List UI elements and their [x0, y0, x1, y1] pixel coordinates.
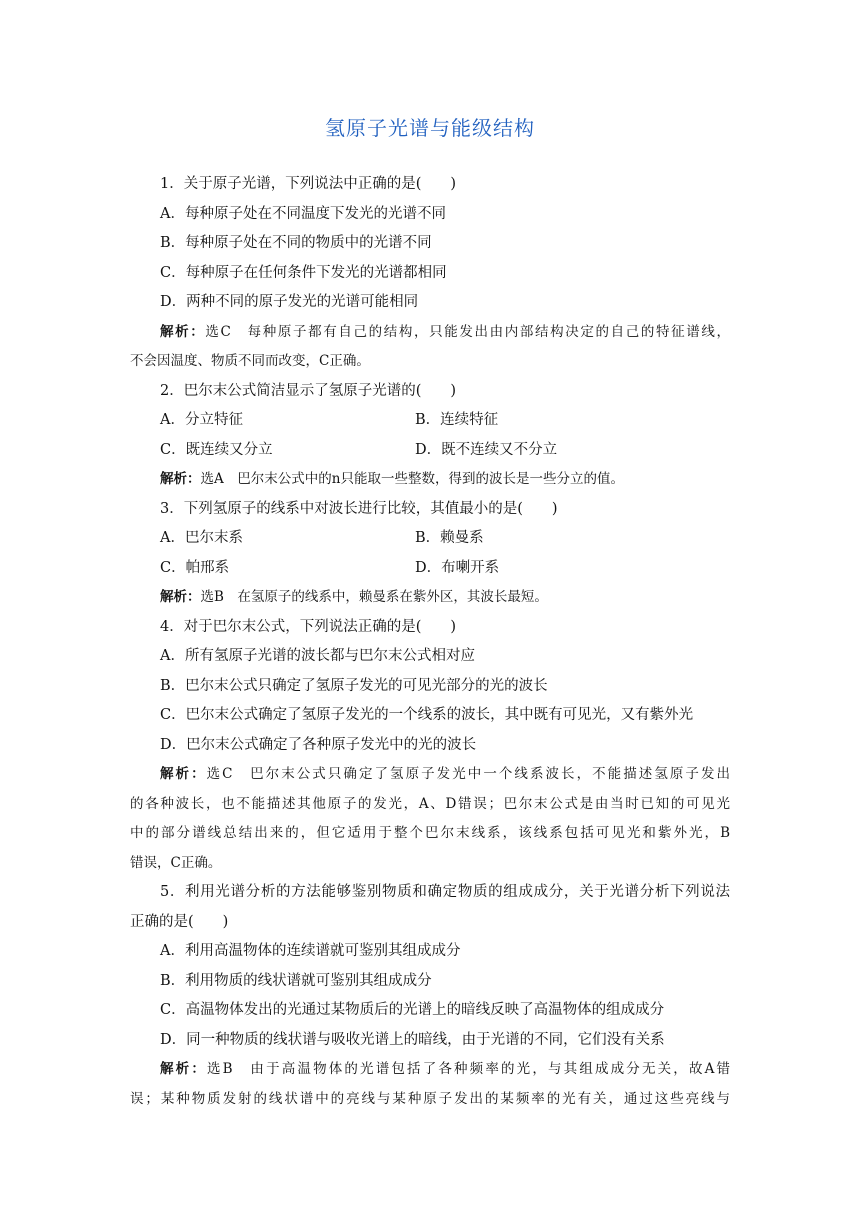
question-2-explanation-line-1: 解析：选A 巴尔末公式中的n只能取一些整数，得到的波长是一些分立的值。: [160, 471, 624, 487]
question-5-explanation-line-2: 误；某种物质发射的线状谱中的亮线与某种原子发出的某频率的光有关，通过这些亮线与: [130, 1090, 730, 1107]
question-3-option-a: A．巴尔末系: [160, 530, 243, 546]
question-2-option-c: C．既连续又分立: [160, 441, 273, 458]
question-4-option-a: A．所有氢原子光谱的波长都与巴尔末公式相对应: [160, 648, 475, 664]
question-list: [130, 170, 730, 1114]
question-2-stem: 2．巴尔末公式简洁显示了氢原子光谱的( ): [160, 382, 457, 399]
page-title: 氢原子光谱与能级结构: [325, 116, 535, 140]
question-2-options-row-1: [130, 406, 730, 436]
question-3-options-row-2: [130, 554, 730, 584]
question-5-option-d: D．同一种物质的线状谱与吸收光谱上的暗线，由于光谱的不同，它们没有关系: [160, 1031, 665, 1048]
question-4-option-c: C．巴尔末公式确定了氢原子发光的一个线系的波长，其中既有可见光，又有紫外光: [160, 707, 694, 723]
question-3-options-row-1: [130, 524, 730, 554]
question-2-option-a: A．分立特征: [160, 412, 243, 428]
question-1-stem: 1．关于原子光谱，下列说法中正确的是( ): [160, 176, 457, 192]
question-2-options-row-2: [130, 436, 730, 466]
question-2-option-b: B．连续特征: [415, 412, 499, 428]
question-5-stem-line-2: 正确的是( ): [130, 913, 229, 930]
question-5-option-c: C．高温物体发出的光通过某物质后的光谱上的暗线反映了高温物体的组成成分: [160, 1002, 665, 1018]
question-3-option-c: C．帕邢系: [160, 559, 230, 576]
question-1-option-a: A．每种原子处在不同温度下发光的光谱不同: [160, 205, 446, 222]
question-3-option-b: B．赖曼系: [415, 530, 484, 546]
question-5-option-a: A．利用高温物体的连续谱就可鉴别其组成成分: [160, 943, 461, 959]
question-4-explanation-line-3: 中的部分谱线总结出来的，但它适用于整个巴尔末线系，该线系包括可见光和紫外光，B: [130, 825, 730, 841]
question-2-option-d: D．既不连续又不分立: [415, 441, 558, 458]
question-4-explanation-line-4: 错误，C正确。: [130, 854, 222, 871]
question-4-explanation-line-1: 解析：选C 巴尔末公式只确定了氢原子发光中一个线系波长，不能描述氢原子发出: [160, 766, 731, 782]
question-3-explanation-line-1: 解析：选B 在氢原子的线系中，赖曼系在紫外区，其波长最短。: [160, 589, 548, 605]
question-5-option-b: B．利用物质的线状谱就可鉴别其组成成分: [160, 972, 432, 989]
question-1-explanation-line-1: 解析：选C 每种原子都有自己的结构，只能发出由内部结构决定的自己的特征谱线，: [160, 323, 731, 340]
question-4-option-d: D．巴尔末公式确定了各种原子发光中的光的波长: [160, 736, 477, 753]
question-3-option-d: D．布喇开系: [415, 559, 500, 576]
question-1-option-d: D．两种不同的原子发光的光谱可能相同: [160, 294, 419, 310]
question-3-stem: 3．下列氢原子的线系中对波长进行比较，其值最小的是( ): [160, 500, 558, 517]
question-1-option-c: C．每种原子在任何条件下发光的光谱都相同: [160, 264, 447, 281]
question-4-stem: 4．对于巴尔末公式，下列说法正确的是( ): [160, 618, 457, 635]
question-5-stem-line-1: 5．利用光谱分析的方法能够鉴别物质和确定物质的组成成分，关于光谱分析下列说法: [160, 884, 730, 900]
question-1-explanation-line-2: 不会因温度、物质不同而改变，C正确。: [130, 353, 370, 369]
question-4-option-b: B．巴尔末公式只确定了氢原子发光的可见光部分的光的波长: [160, 677, 548, 694]
question-1-option-b: B．每种原子处在不同的物质中的光谱不同: [160, 235, 432, 251]
question-5-explanation-line-1: 解析：选B 由于高温物体的光谱包括了各种频率的光，与其组成成分无关，故A错: [160, 1061, 731, 1077]
question-4-explanation-line-2: 的各种波长，也不能描述其他原子的发光，A、D错误；巴尔末公式是由当时已知的可见光: [130, 795, 730, 812]
